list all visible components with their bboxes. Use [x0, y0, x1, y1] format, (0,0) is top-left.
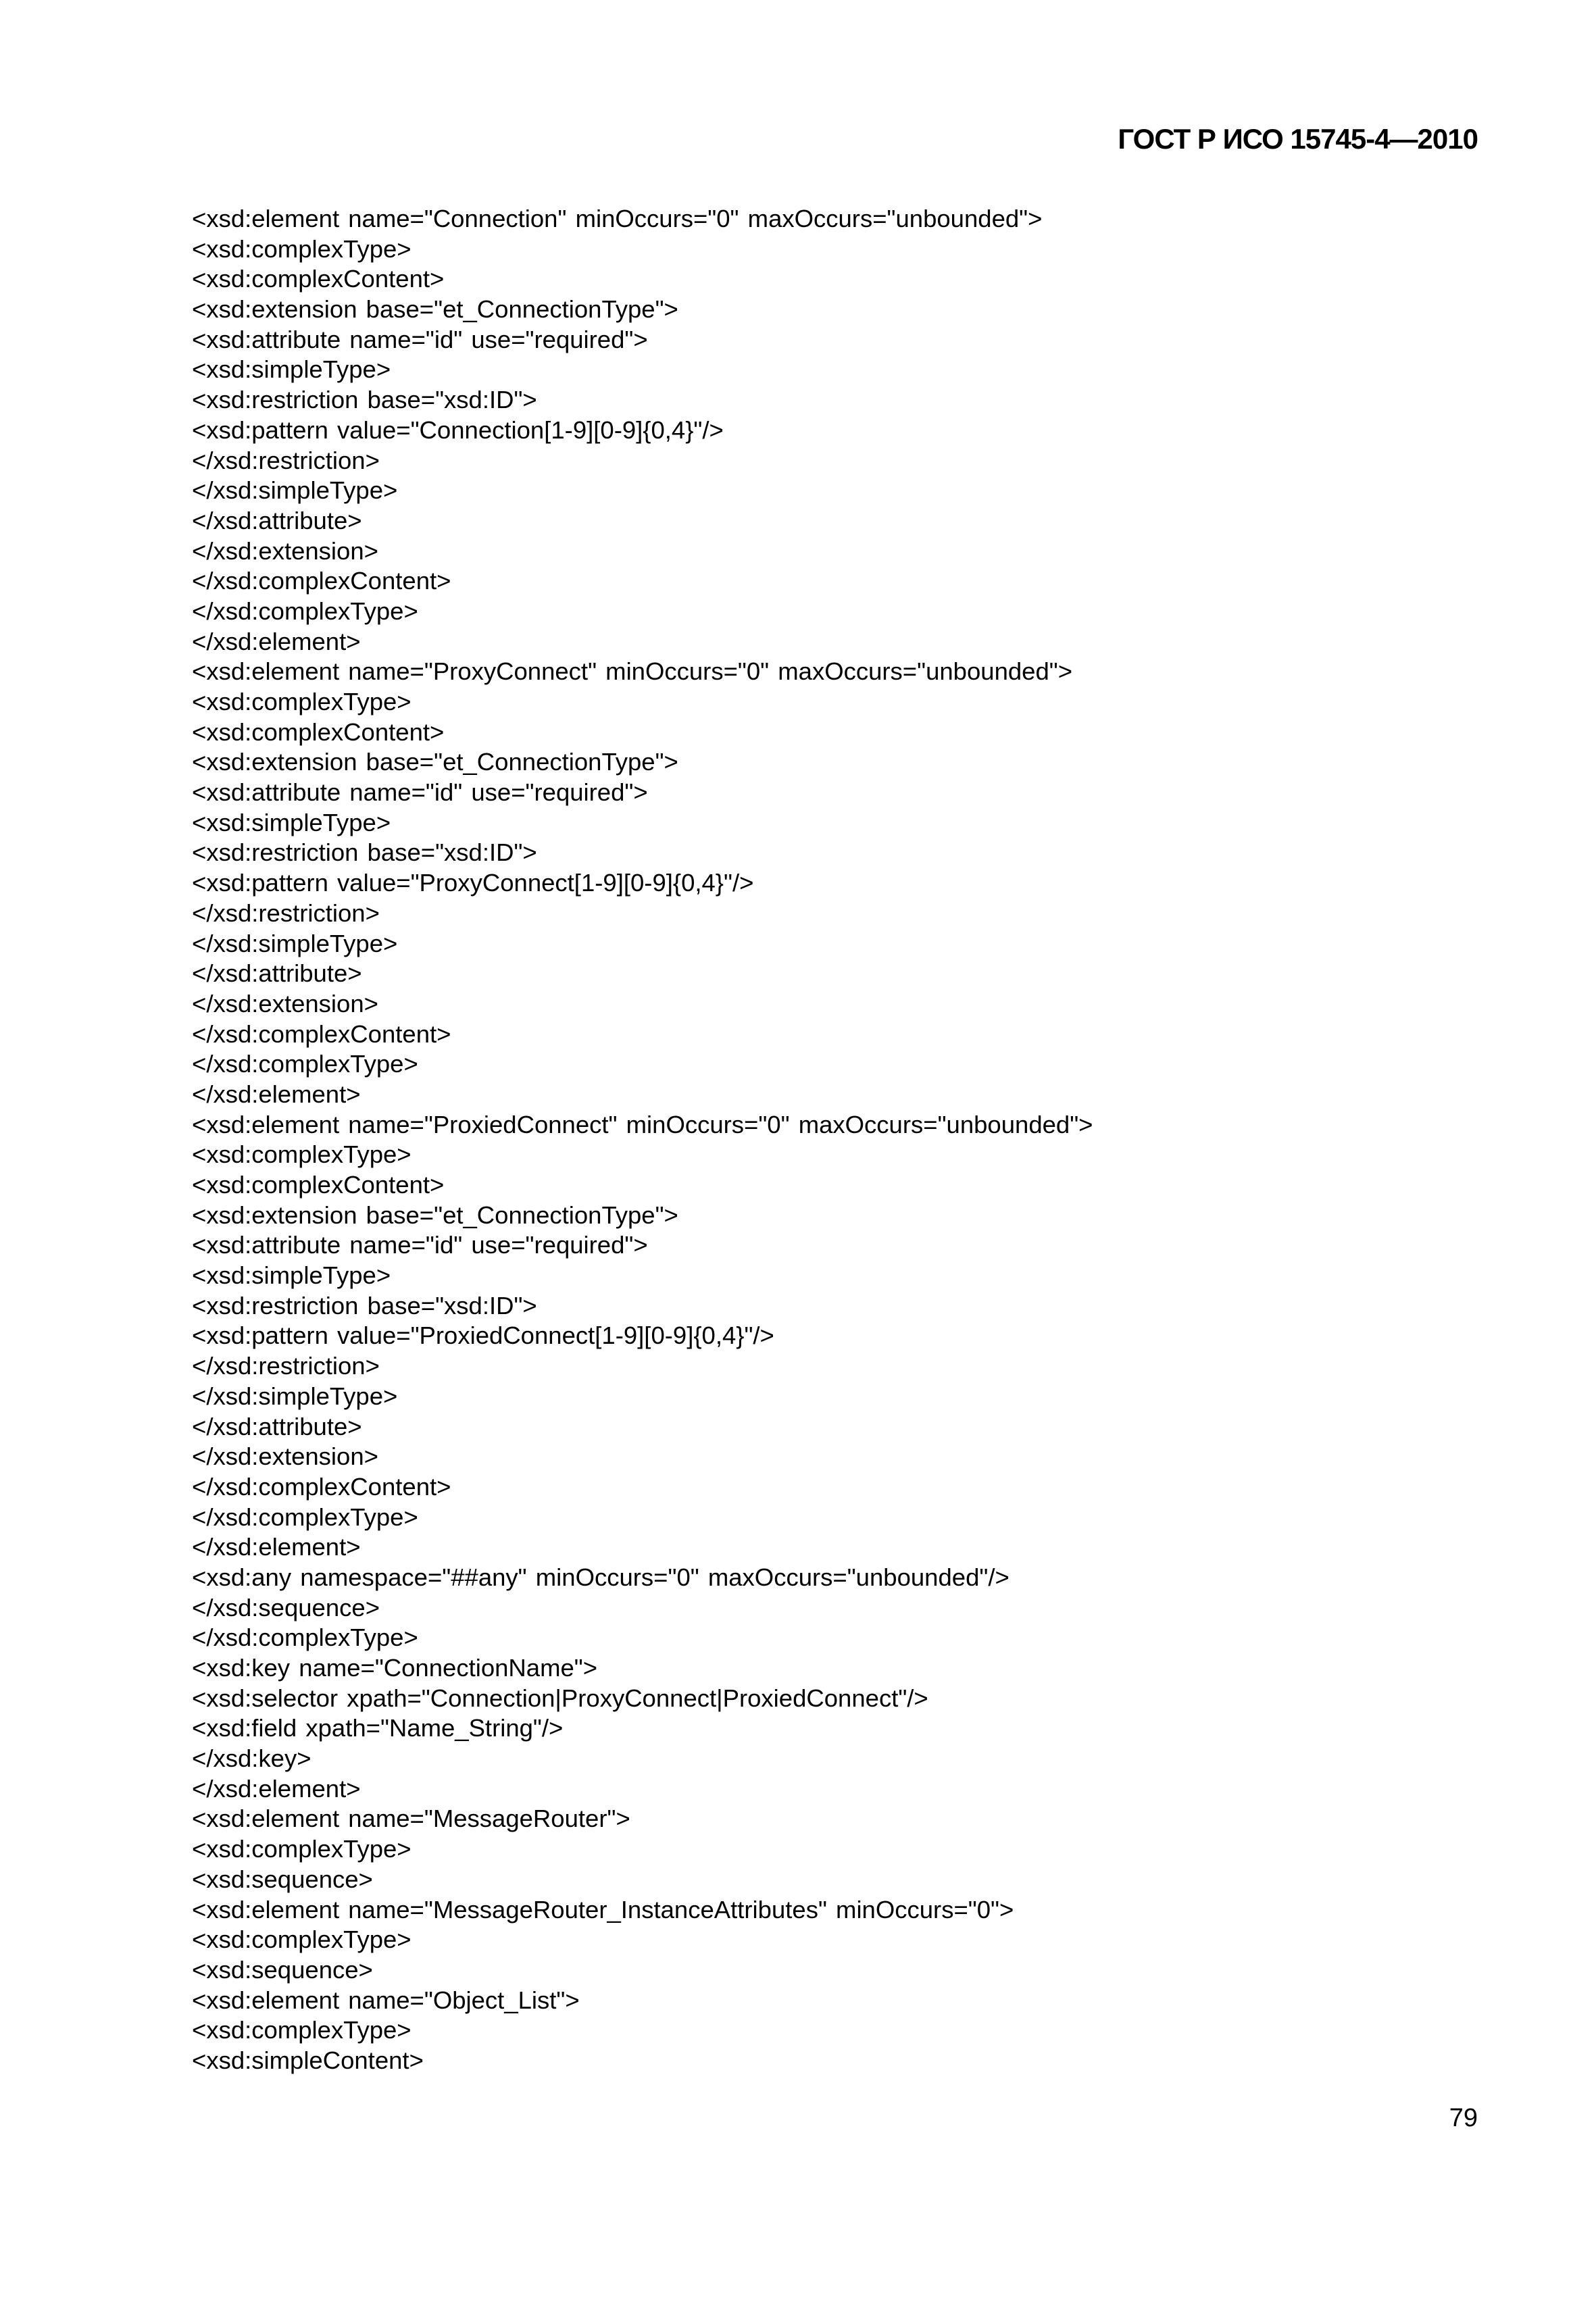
code-line: </xsd:restriction>: [192, 1352, 380, 1380]
code-line: <xsd:restriction base="xsd:ID">: [192, 386, 537, 414]
code-line: </xsd:element>: [192, 1533, 361, 1561]
code-line: </xsd:simpleType>: [192, 929, 398, 957]
code-line: </xsd:restriction>: [192, 446, 380, 474]
code-line: <xsd:extension base="et_ConnectionType">: [192, 1201, 678, 1229]
code-line: <xsd:element name="MessageRouter_InstanceAttributes" minOccurs="0">: [192, 1895, 1014, 1923]
code-line: </xsd:complexContent>: [192, 567, 451, 595]
code-line: </xsd:attribute>: [192, 1412, 362, 1440]
code-line: </xsd:simpleType>: [192, 476, 398, 505]
code-line: <xsd:extension base="et_ConnectionType">: [192, 295, 678, 324]
xsd-code-listing: [192, 204, 1093, 2076]
code-line: <xsd:complexType>: [192, 1926, 412, 1954]
code-line: <xsd:complexContent>: [192, 718, 445, 746]
code-line: </xsd:attribute>: [192, 959, 362, 988]
code-line: <xsd:element name="Connection" minOccurs="0" maxOccurs="unbounded">: [192, 205, 1043, 232]
code-line: <xsd:any namespace="##any" minOccurs="0" maxOccurs="unbounded"/>: [192, 1563, 1009, 1591]
code-line: </xsd:complexType>: [192, 597, 418, 625]
code-line: </xsd:complexContent>: [192, 1020, 451, 1048]
code-line: <xsd:extension base="et_ConnectionType">: [192, 748, 678, 776]
code-line: </xsd:element>: [192, 1080, 361, 1108]
code-line: </xsd:restriction>: [192, 899, 380, 927]
code-line: <xsd:element name="MessageRouter">: [192, 1805, 630, 1833]
code-line: </xsd:sequence>: [192, 1593, 380, 1621]
code-line: <xsd:key name="ConnectionName">: [192, 1654, 598, 1682]
code-line: <xsd:attribute name="id" use="required">: [192, 1231, 648, 1259]
code-line: <xsd:sequence>: [192, 1955, 373, 1984]
code-line: <xsd:element name="ProxyConnect" minOccurs="0" maxOccurs="unbounded">: [192, 657, 1073, 686]
code-line: <xsd:complexType>: [192, 234, 412, 263]
code-line: <xsd:selector xpath="Connection|ProxyConnect|ProxiedConnect"/>: [192, 1684, 928, 1712]
code-line: <xsd:pattern value="Connection[1-9][0-9]{0,4}"/>: [192, 416, 724, 444]
code-line: </xsd:complexContent>: [192, 1472, 451, 1501]
code-line: </xsd:extension>: [192, 536, 378, 565]
code-line: </xsd:complexType>: [192, 1624, 418, 1652]
code-line: <xsd:simpleType>: [192, 808, 391, 836]
code-line: </xsd:attribute>: [192, 506, 362, 534]
code-line: <xsd:restriction base="xsd:ID">: [192, 1291, 537, 1319]
code-line: </xsd:extension>: [192, 989, 378, 1017]
code-line: <xsd:simpleType>: [192, 355, 391, 384]
page-number: 79: [1449, 2104, 1478, 2132]
code-line: </xsd:extension>: [192, 1442, 378, 1471]
code-line: <xsd:field xpath="Name_String"/>: [192, 1714, 564, 1742]
document-header: ГОСТ Р ИСО 15745-4—2010: [1118, 123, 1478, 155]
code-line: <xsd:complexType>: [192, 688, 412, 715]
code-line: <xsd:attribute name="id" use="required">: [192, 325, 648, 353]
code-line: <xsd:simpleContent>: [192, 2046, 424, 2074]
code-line: <xsd:simpleType>: [192, 1261, 391, 1290]
code-line: </xsd:simpleType>: [192, 1382, 398, 1410]
code-line: <xsd:complexType>: [192, 1140, 412, 1169]
code-line: </xsd:key>: [192, 1744, 311, 1773]
code-line: <xsd:sequence>: [192, 1865, 373, 1893]
code-line: <xsd:restriction base="xsd:ID">: [192, 838, 537, 867]
code-line: <xsd:complexType>: [192, 1835, 412, 1863]
code-line: <xsd:complexContent>: [192, 1171, 445, 1199]
code-line: <xsd:complexType>: [192, 2016, 412, 2044]
code-line: </xsd:complexType>: [192, 1050, 418, 1078]
code-line: <xsd:pattern value="ProxiedConnect[1-9][0-9]{0,4}"/>: [192, 1322, 774, 1350]
code-line: <xsd:pattern value="ProxyConnect[1-9][0-9]{0,4}"/>: [192, 869, 754, 897]
code-line: <xsd:element name="ProxiedConnect" minOccurs="0" maxOccurs="unbounded">: [192, 1110, 1093, 1138]
code-line: <xsd:attribute name="id" use="required">: [192, 778, 648, 807]
code-line: </xsd:element>: [192, 627, 361, 655]
code-line: </xsd:complexType>: [192, 1503, 418, 1531]
code-line: <xsd:element name="Object_List">: [192, 1986, 580, 2014]
code-line: </xsd:element>: [192, 1774, 361, 1803]
code-line: <xsd:complexContent>: [192, 265, 445, 293]
